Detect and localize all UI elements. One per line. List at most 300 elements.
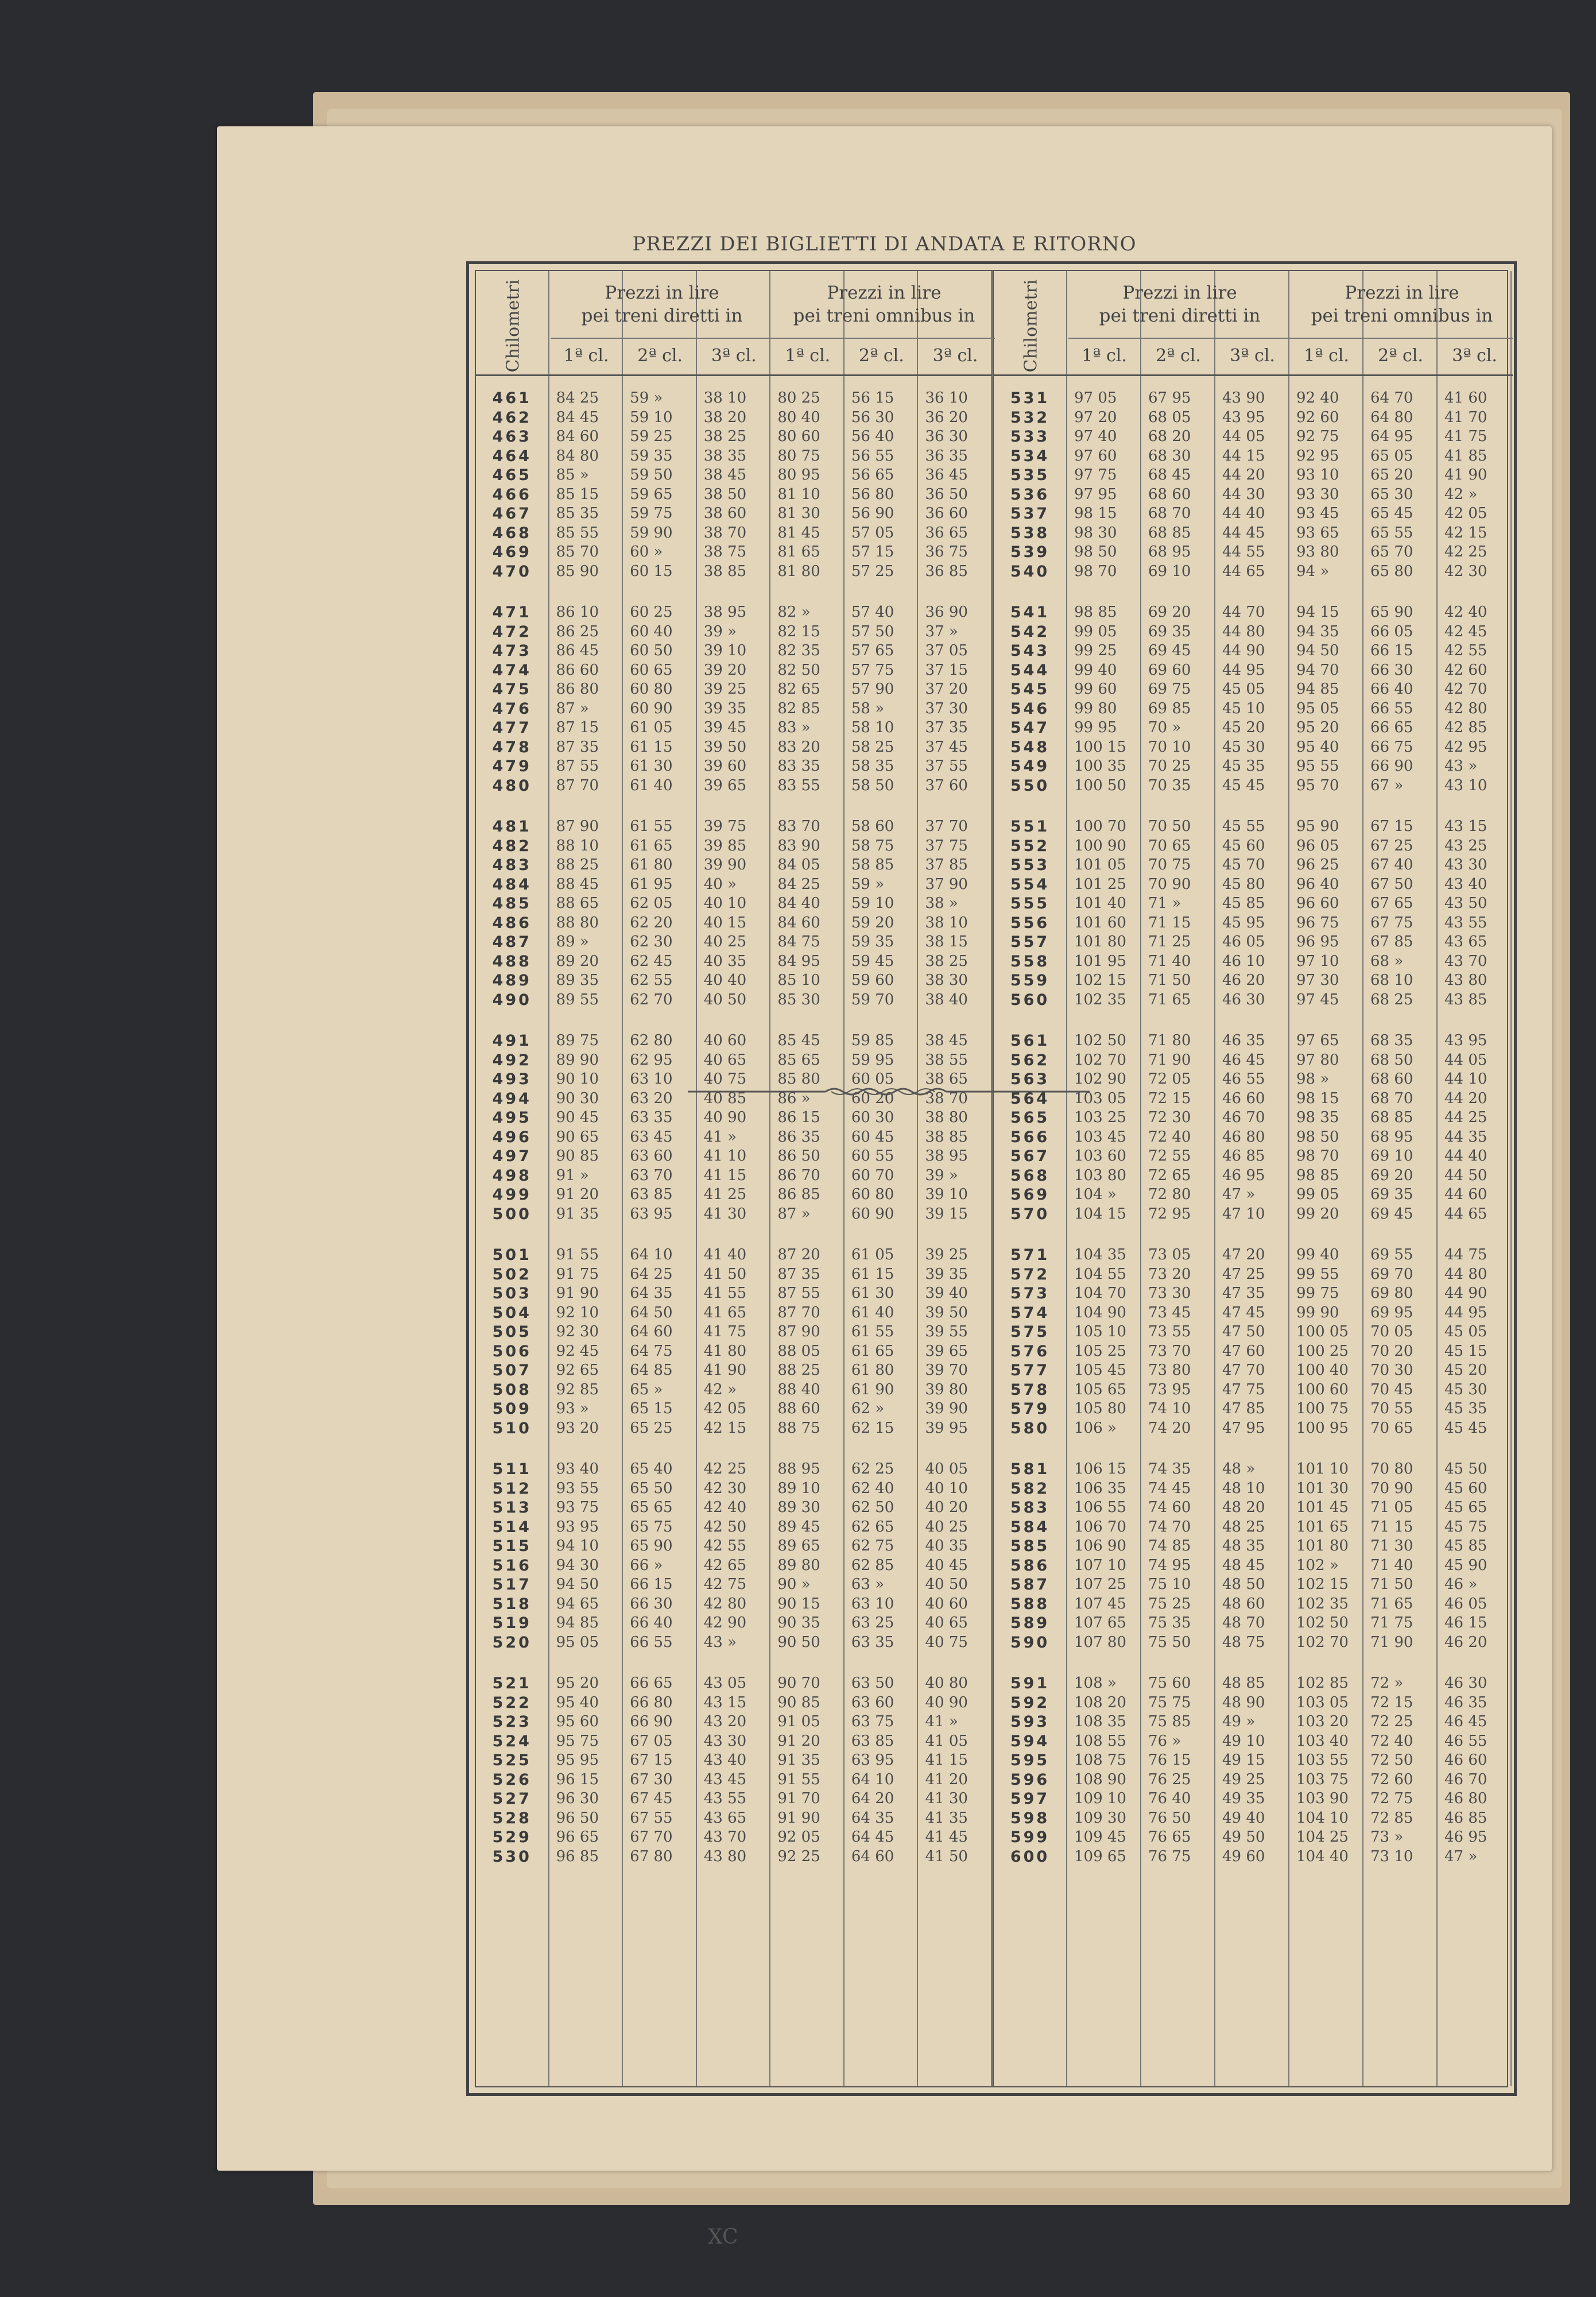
- table-cell: 96 30: [556, 1790, 599, 1807]
- row-block: [549, 1246, 622, 1438]
- table-cell: 47 20: [1222, 1246, 1265, 1263]
- table-cell: 99 60: [1074, 680, 1117, 698]
- row-block: [476, 817, 548, 1010]
- table-cell: 37 20: [925, 680, 968, 698]
- table-cell: 44 75: [1444, 1246, 1487, 1263]
- table-cell: 558: [1010, 952, 1050, 970]
- table-cell: 568: [1010, 1166, 1050, 1185]
- table-cell: 60 25: [630, 604, 673, 621]
- table-cell: 97 80: [1296, 1051, 1339, 1069]
- table-cell: 512: [492, 1479, 532, 1498]
- table-cell: 92 95: [1296, 447, 1339, 465]
- table-cell: 593: [1010, 1713, 1050, 1731]
- table-cell: 40 15: [703, 914, 747, 931]
- table-cell: 38 35: [703, 447, 747, 465]
- table-cell: 96 05: [1296, 837, 1339, 854]
- table-cell: 42 95: [1444, 738, 1487, 756]
- table-cell: 45 85: [1222, 895, 1265, 912]
- table-cell: 41 »: [925, 1713, 958, 1730]
- table-cell: 97 95: [1074, 485, 1117, 503]
- header-rule: [476, 374, 992, 376]
- table-cell: 487: [492, 933, 532, 951]
- table-cell: 43 05: [703, 1675, 747, 1692]
- table-cell: 59 75: [630, 505, 673, 522]
- table-cell: 47 45: [1222, 1304, 1265, 1321]
- table-cell: 41 75: [703, 1323, 747, 1340]
- table-cell: 106 55: [1074, 1499, 1126, 1516]
- table-cell: 45 30: [1444, 1380, 1487, 1398]
- table-cell: 66 05: [1370, 622, 1413, 640]
- table-cell: 61 05: [851, 1246, 894, 1263]
- table-cell: 88 45: [556, 875, 599, 893]
- table-cell: 45 65: [1444, 1499, 1487, 1516]
- table-cell: 47 60: [1222, 1342, 1265, 1360]
- table-cell: 63 85: [851, 1732, 894, 1750]
- row-block: [845, 389, 917, 581]
- table-cell: 45 15: [1444, 1342, 1487, 1360]
- row-block: [476, 389, 548, 581]
- table-cell: 60 70: [851, 1166, 894, 1184]
- table-cell: 75 60: [1148, 1675, 1191, 1692]
- table-cell: 98 15: [1074, 505, 1117, 522]
- table-cell: 74 20: [1148, 1419, 1191, 1437]
- table-cell: 513: [492, 1499, 532, 1517]
- table-cell: 69 60: [1148, 661, 1191, 679]
- row-block: [623, 1674, 696, 1866]
- table-cell: 93 75: [556, 1499, 599, 1516]
- table-cell: 90 85: [777, 1693, 820, 1711]
- table-cell: 76 »: [1148, 1732, 1181, 1750]
- table-cell: 59 50: [630, 466, 673, 484]
- row-block: [697, 817, 770, 1010]
- table-cell: 59 35: [630, 447, 673, 465]
- table-cell: 57 05: [851, 524, 894, 542]
- class-header: 3ª cl.: [1452, 346, 1497, 366]
- table-cell: 69 35: [1370, 1186, 1413, 1203]
- table-cell: 44 50: [1444, 1166, 1487, 1184]
- table-cell: 41 50: [925, 1847, 968, 1865]
- table-cell: 69 20: [1370, 1166, 1413, 1184]
- table-cell: 67 30: [630, 1770, 673, 1788]
- table-cell: 68 85: [1148, 524, 1191, 542]
- table-cell: 102 85: [1296, 1675, 1349, 1692]
- table-cell: 71 65: [1370, 1595, 1413, 1612]
- table-cell: 93 30: [1296, 485, 1339, 503]
- table-cell: 40 90: [703, 1109, 747, 1126]
- table-cell: 56 65: [851, 466, 894, 484]
- table-cell: 95 20: [556, 1675, 599, 1692]
- table-cell: 483: [492, 856, 532, 874]
- table-cell: 102 70: [1074, 1051, 1126, 1069]
- row-block: [476, 603, 548, 795]
- table-cell: 76 40: [1148, 1790, 1191, 1807]
- table-cell: 41 55: [703, 1285, 747, 1302]
- table-cell: 557: [1010, 933, 1050, 951]
- table-cell: 486: [492, 914, 532, 932]
- table-cell: 46 30: [1444, 1675, 1487, 1692]
- group-header-diretti: [1068, 271, 1291, 339]
- table-cell: 39 55: [925, 1323, 968, 1340]
- table-cell: 40 40: [703, 972, 747, 989]
- table-cell: 468: [492, 524, 532, 542]
- table-cell: 44 35: [1444, 1128, 1487, 1146]
- table-cell: 501: [492, 1246, 532, 1264]
- table-cell: 469: [492, 543, 532, 561]
- row-block: [1438, 1246, 1510, 1438]
- table-cell: 74 10: [1148, 1400, 1191, 1417]
- table-cell: 99 40: [1074, 661, 1117, 679]
- row-block: [1141, 817, 1214, 1010]
- group-line: Prezzi in lire: [605, 283, 719, 303]
- table-cell: 94 15: [1296, 604, 1339, 621]
- table-cell: 104 55: [1074, 1265, 1126, 1283]
- table-cell: 509: [492, 1400, 532, 1418]
- table-cell: 47 85: [1222, 1400, 1265, 1417]
- table-cell: 546: [1010, 699, 1050, 718]
- table-cell: 519: [492, 1614, 532, 1632]
- table-cell: 45 05: [1444, 1323, 1487, 1340]
- table-cell: 85 65: [777, 1051, 820, 1069]
- table-cell: 105 45: [1074, 1362, 1126, 1379]
- table-cell: 80 40: [777, 408, 820, 426]
- table-cell: 533: [1010, 428, 1050, 446]
- table-cell: 96 40: [1296, 875, 1339, 893]
- table-cell: 75 75: [1148, 1693, 1191, 1711]
- table-cell: 43 90: [1222, 389, 1265, 407]
- table-cell: 63 25: [851, 1614, 894, 1631]
- right-rows-d3: [1215, 389, 1288, 1888]
- table-cell: 526: [492, 1770, 532, 1789]
- row-block: [1363, 1460, 1436, 1652]
- row-block: [1438, 1460, 1510, 1652]
- table-cell: 43 15: [1444, 818, 1487, 835]
- group-line: Prezzi in lire: [827, 283, 942, 303]
- table-cell: 46 55: [1444, 1732, 1487, 1750]
- table-cell: 497: [492, 1147, 532, 1165]
- table-cell: 95 55: [1296, 757, 1339, 775]
- table-cell: 40 60: [925, 1595, 968, 1612]
- table-cell: 94 30: [556, 1556, 599, 1574]
- table-cell: 45 05: [1222, 680, 1265, 698]
- table-cell: 95 40: [556, 1693, 599, 1711]
- table-cell: 87 15: [556, 719, 599, 736]
- row-block: [623, 603, 696, 795]
- table-cell: 42 05: [703, 1400, 747, 1417]
- table-cell: 91 90: [777, 1809, 820, 1827]
- table-cell: 48 »: [1222, 1460, 1256, 1478]
- table-cell: 103 60: [1074, 1147, 1126, 1165]
- left-col-o2: [845, 271, 919, 2086]
- table-cell: 92 25: [777, 1847, 820, 1865]
- table-cell: 83 20: [777, 738, 820, 756]
- table-cell: 64 80: [1370, 408, 1413, 426]
- table-cell: 37 60: [925, 776, 968, 794]
- table-cell: 38 80: [925, 1109, 968, 1126]
- table-cell: 93 20: [556, 1419, 599, 1437]
- table-cell: 97 60: [1074, 447, 1117, 465]
- table-cell: 70 65: [1148, 837, 1191, 854]
- table-cell: 44 40: [1222, 505, 1265, 522]
- class-header: 2ª cl.: [858, 346, 904, 366]
- row-block: [697, 389, 770, 581]
- table-cell: 82 35: [777, 642, 820, 659]
- row-block: [1363, 1031, 1436, 1224]
- table-cell: 43 30: [1444, 856, 1487, 873]
- table-cell: 66 »: [630, 1556, 663, 1574]
- table-cell: 564: [1010, 1089, 1050, 1108]
- table-cell: 61 55: [851, 1323, 894, 1340]
- table-cell: 65 55: [1370, 524, 1413, 542]
- table-cell: 464: [492, 447, 532, 465]
- table-cell: 40 75: [703, 1070, 747, 1088]
- table-cell: 104 »: [1074, 1186, 1117, 1203]
- table-cell: 76 65: [1148, 1828, 1191, 1846]
- table-cell: 43 50: [1444, 895, 1487, 912]
- table-cell: 96 15: [556, 1770, 599, 1788]
- table-cell: 89 30: [777, 1499, 820, 1516]
- table-cell: 98 50: [1074, 543, 1117, 560]
- table-cell: 575: [1010, 1323, 1050, 1341]
- left-col-d1: [549, 271, 623, 2086]
- table-cell: 45 75: [1444, 1518, 1487, 1536]
- table-cell: 463: [492, 428, 532, 446]
- table-cell: 43 »: [1444, 757, 1478, 775]
- row-block: [1067, 603, 1140, 795]
- table-cell: 87 35: [777, 1265, 820, 1283]
- table-cell: 479: [492, 757, 532, 775]
- row-block: [918, 1246, 991, 1438]
- table-cell: 68 30: [1148, 447, 1191, 465]
- table-cell: 91 20: [556, 1186, 599, 1203]
- left-col-o3: [918, 271, 992, 2086]
- table-cell: 88 60: [777, 1400, 820, 1417]
- table-cell: 107 45: [1074, 1595, 1126, 1612]
- table-cell: 62 95: [630, 1051, 673, 1069]
- table-cell: 46 95: [1222, 1166, 1265, 1184]
- table-cell: 482: [492, 837, 532, 855]
- table-cell: 93 95: [556, 1518, 599, 1536]
- table-cell: 91 75: [556, 1265, 599, 1283]
- row-block: [549, 1460, 622, 1652]
- table-cell: 59 20: [851, 914, 894, 931]
- table-cell: 71 65: [1148, 991, 1191, 1008]
- table-cell: 64 20: [851, 1790, 894, 1807]
- table-cell: 39 35: [703, 699, 747, 717]
- table-cell: 103 20: [1296, 1713, 1349, 1730]
- table-cell: 106 70: [1074, 1518, 1126, 1536]
- table-cell: 70 35: [1148, 776, 1191, 794]
- left-col-d3: [697, 271, 771, 2086]
- table-cell: 37 75: [925, 837, 968, 854]
- table-cell: 89 90: [556, 1051, 599, 1069]
- table-cell: 92 40: [1296, 389, 1339, 407]
- table-cell: 534: [1010, 447, 1050, 465]
- table-cell: 103 45: [1074, 1128, 1126, 1146]
- table-cell: 44 90: [1222, 642, 1265, 659]
- row-block: [1289, 1460, 1362, 1652]
- table-cell: 65 90: [1370, 604, 1413, 621]
- table-cell: 95 95: [556, 1751, 599, 1769]
- table-cell: 73 20: [1148, 1265, 1191, 1283]
- table-cell: 63 70: [630, 1166, 673, 1184]
- table-cell: 67 25: [1370, 837, 1413, 854]
- row-block: [623, 1246, 696, 1438]
- table-cell: 489: [492, 972, 532, 989]
- table-cell: 70 45: [1370, 1380, 1413, 1398]
- table-cell: 58 »: [851, 699, 885, 717]
- table-cell: 82 65: [777, 680, 820, 698]
- table-cell: 63 60: [630, 1147, 673, 1165]
- table-cell: 478: [492, 738, 532, 756]
- table-cell: 63 50: [851, 1675, 894, 1692]
- table-cell: 56 40: [851, 428, 894, 445]
- table-cell: 69 35: [1148, 622, 1191, 640]
- table-cell: 461: [492, 389, 532, 407]
- class-header: 1ª cl.: [785, 346, 831, 366]
- table-cell: 91 »: [556, 1166, 589, 1184]
- table-cell: 47 35: [1222, 1285, 1265, 1302]
- row-block: [994, 1246, 1066, 1438]
- group-header-diretti: [551, 271, 773, 339]
- table-cell: 93 40: [556, 1460, 599, 1478]
- table-cell: 80 75: [777, 447, 820, 465]
- table-cell: 49 10: [1222, 1732, 1265, 1750]
- header-rule: [994, 374, 1513, 376]
- class-header: 3ª cl.: [711, 346, 757, 366]
- table-cell: 72 40: [1148, 1128, 1191, 1146]
- row-block: [1141, 1460, 1214, 1652]
- row-block: [476, 1674, 548, 1866]
- table-cell: 43 80: [703, 1847, 747, 1865]
- table-cell: 64 10: [851, 1770, 894, 1788]
- table-cell: 86 15: [777, 1109, 820, 1126]
- row-block: [1067, 1674, 1140, 1866]
- table-cell: 65 75: [630, 1518, 673, 1536]
- table-cell: 99 55: [1296, 1265, 1339, 1283]
- left-rows-km: [476, 389, 548, 1888]
- table-cell: 64 25: [630, 1265, 673, 1283]
- table-cell: 45 55: [1222, 818, 1265, 835]
- table-cell: 66 15: [630, 1576, 673, 1593]
- table-cell: 549: [1010, 757, 1050, 775]
- table-cell: 39 50: [925, 1304, 968, 1321]
- table-cell: 37 45: [925, 738, 968, 756]
- table-cell: 596: [1010, 1770, 1050, 1789]
- table-cell: 48 70: [1222, 1614, 1265, 1631]
- table-cell: 75 25: [1148, 1595, 1191, 1612]
- table-cell: 46 15: [1444, 1614, 1487, 1631]
- table-cell: 66 15: [1370, 642, 1413, 659]
- table-cell: 67 40: [1370, 856, 1413, 873]
- table-cell: 47 70: [1222, 1362, 1265, 1379]
- table-cell: 86 60: [556, 661, 599, 679]
- table-cell: 94 70: [1296, 661, 1339, 679]
- row-block: [918, 603, 991, 795]
- table-cell: 65 80: [1370, 562, 1413, 580]
- table-cell: 465: [492, 466, 532, 484]
- table-cell: 60 80: [630, 680, 673, 698]
- table-cell: 40 60: [703, 1032, 747, 1049]
- table-cell: 109 45: [1074, 1828, 1126, 1846]
- table-cell: 73 55: [1148, 1323, 1191, 1340]
- table-cell: 41 65: [703, 1304, 747, 1321]
- table-cell: 72 95: [1148, 1205, 1191, 1223]
- table-cell: 535: [1010, 466, 1050, 484]
- table-cell: 56 80: [851, 485, 894, 503]
- table-cell: 95 75: [556, 1732, 599, 1750]
- table-cell: 41 15: [925, 1751, 968, 1769]
- table-cell: 474: [492, 661, 532, 679]
- table-cell: 39 35: [925, 1265, 968, 1283]
- ornament-divider: [688, 1085, 1090, 1098]
- table-cell: 58 50: [851, 776, 894, 794]
- table-cell: 90 30: [556, 1089, 599, 1107]
- group-line: pei treni omnibus in: [1311, 306, 1493, 326]
- table-cell: 38 10: [925, 914, 968, 931]
- table-cell: 37 05: [925, 642, 968, 659]
- fare-table: [475, 270, 1508, 2087]
- table-cell: 74 95: [1148, 1556, 1191, 1574]
- table-cell: 108 90: [1074, 1770, 1126, 1788]
- table-cell: 502: [492, 1265, 532, 1283]
- table-cell: 562: [1010, 1051, 1050, 1069]
- table-cell: 104 70: [1074, 1285, 1126, 1302]
- table-cell: 95 90: [1296, 818, 1339, 835]
- table-cell: 46 95: [1444, 1828, 1487, 1846]
- table-cell: 61 05: [630, 719, 673, 736]
- row-block: [1363, 603, 1436, 795]
- table-cell: 540: [1010, 562, 1050, 581]
- table-cell: 39 75: [703, 818, 747, 835]
- table-cell: 90 10: [556, 1070, 599, 1088]
- table-cell: 69 10: [1370, 1147, 1413, 1165]
- table-cell: 42 »: [703, 1380, 737, 1398]
- table-cell: 45 60: [1444, 1479, 1487, 1497]
- table-cell: 39 50: [703, 738, 747, 756]
- row-block: [623, 389, 696, 581]
- left-col-o1: [770, 271, 845, 2086]
- row-block: [845, 1674, 917, 1866]
- table-cell: 93 55: [556, 1479, 599, 1497]
- left-rows-o3: [918, 389, 991, 1888]
- table-cell: 57 15: [851, 543, 894, 560]
- table-cell: 94 10: [556, 1537, 599, 1554]
- table-cell: 577: [1010, 1362, 1050, 1379]
- table-cell: 44 20: [1222, 466, 1265, 484]
- row-block: [1141, 1246, 1214, 1438]
- table-cell: 71 »: [1148, 895, 1181, 912]
- table-cell: 44 80: [1222, 622, 1265, 640]
- table-cell: 40 50: [703, 991, 747, 1008]
- table-cell: 61 65: [630, 837, 673, 854]
- table-cell: 44 30: [1222, 485, 1265, 503]
- table-cell: 84 95: [777, 952, 820, 970]
- table-cell: 72 30: [1148, 1109, 1191, 1126]
- table-cell: 39 80: [925, 1380, 968, 1398]
- table-cell: 69 95: [1370, 1304, 1413, 1321]
- table-cell: 43 95: [1444, 1032, 1487, 1049]
- table-cell: 46 80: [1444, 1790, 1487, 1807]
- table-cell: 99 25: [1074, 642, 1117, 659]
- table-cell: 101 30: [1296, 1479, 1349, 1497]
- table-cell: 46 35: [1222, 1032, 1265, 1049]
- row-block: [1067, 1031, 1140, 1224]
- table-cell: 89 80: [777, 1556, 820, 1574]
- table-cell: 45 20: [1444, 1362, 1487, 1379]
- table-cell: 508: [492, 1380, 532, 1399]
- table-cell: 36 60: [925, 505, 968, 522]
- table-cell: 87 55: [556, 757, 599, 775]
